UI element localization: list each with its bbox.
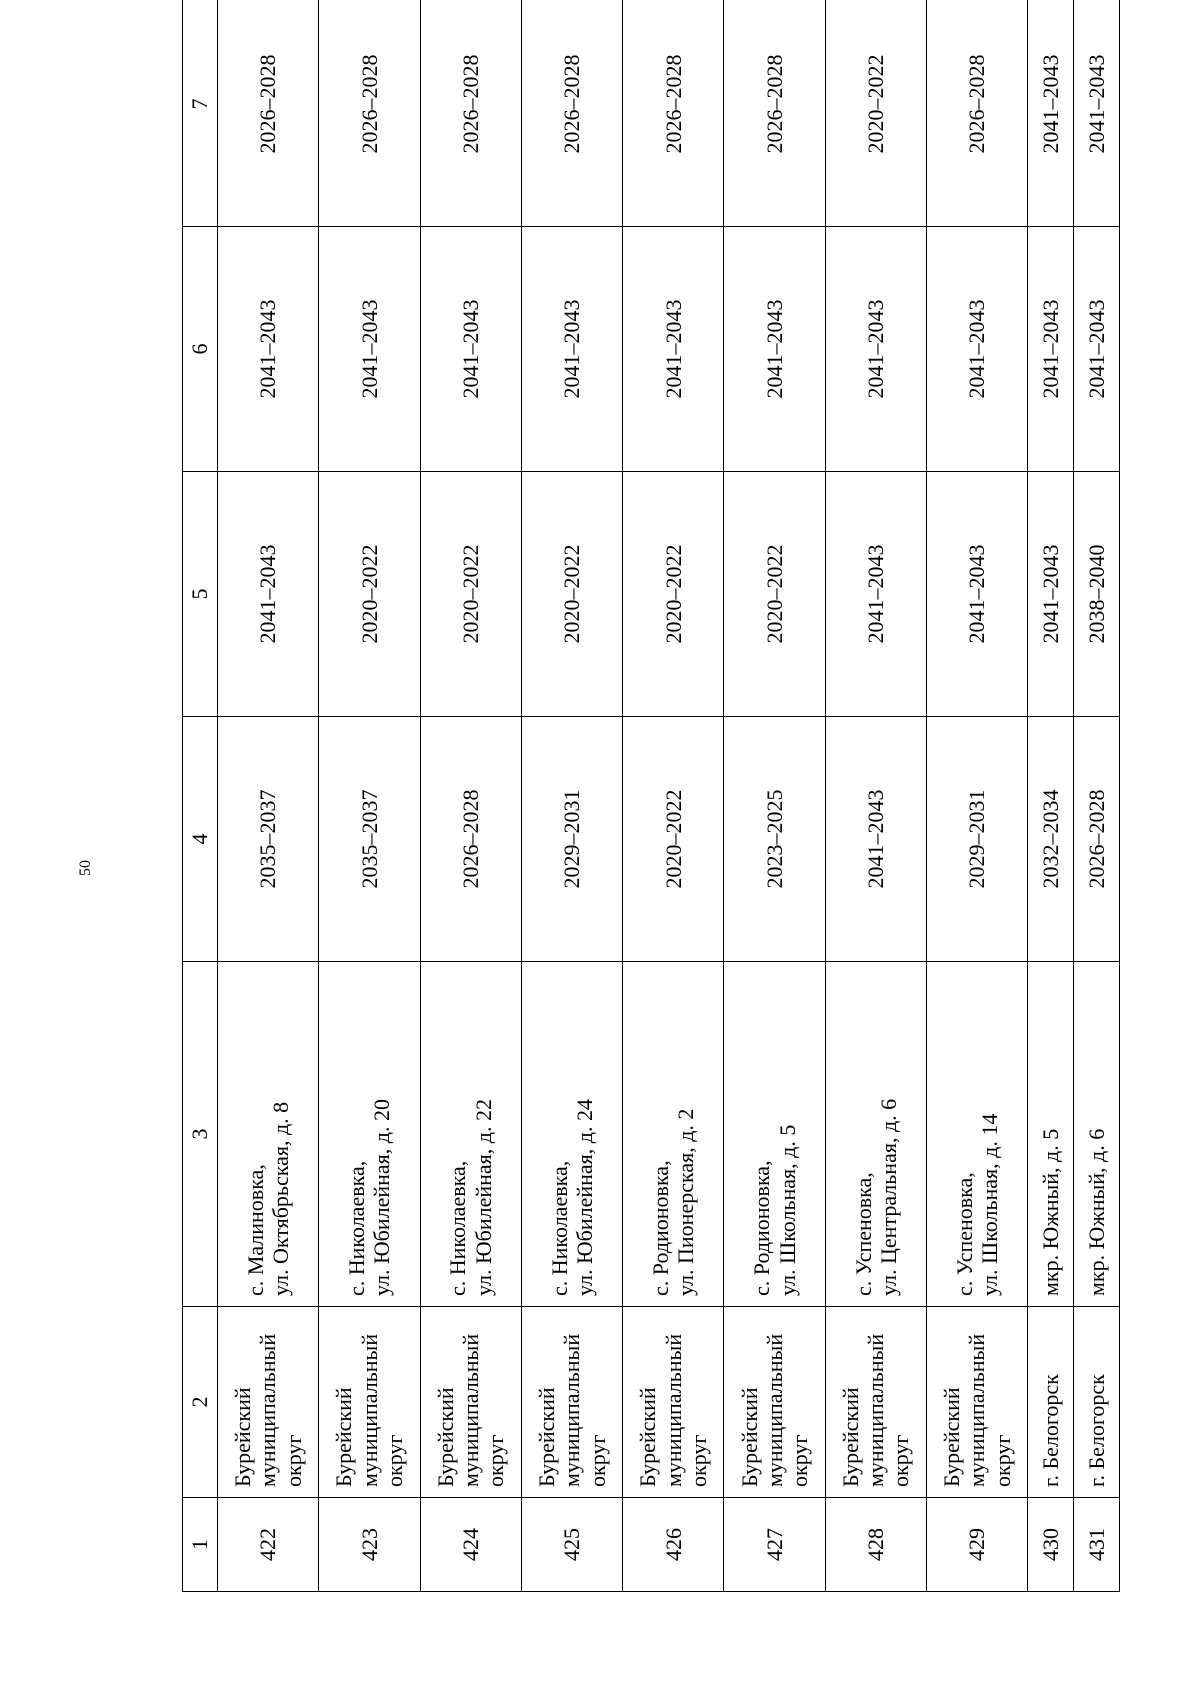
address-line-1: мкр. Южный, д. 5 [1038, 1128, 1064, 1296]
address-cell [319, 962, 420, 1307]
row-number-cell: 422 [218, 1498, 319, 1592]
district-cell: Бурейский муниципальный округ [521, 1307, 622, 1498]
table-row [1074, 0, 1120, 1592]
period-col-6-cell: 2041–2043 [926, 227, 1027, 472]
address-line-2: ул. Юбилейная, д. 22 [470, 1099, 496, 1296]
period-col-5-cell: 2020–2022 [319, 472, 420, 717]
row-number-cell: 430 [1028, 1498, 1074, 1592]
row-number-cell: 431 [1074, 1498, 1120, 1592]
district-cell: Бурейский муниципальный округ [825, 1307, 926, 1498]
address-cell [1028, 962, 1074, 1307]
period-col-7-cell: 2026–2028 [724, 0, 825, 227]
period-col-5-cell: 2041–2043 [825, 472, 926, 717]
period-col-4-cell: 2020–2022 [623, 717, 724, 962]
table-body [218, 0, 1120, 1592]
header-col-4: 4 [183, 717, 218, 962]
address-line-2: ул. Центральная, д. 6 [875, 1098, 901, 1296]
address-cell [1074, 962, 1120, 1307]
period-col-5-cell: 2020–2022 [623, 472, 724, 717]
address-cell [420, 962, 521, 1307]
period-col-4-cell: 2026–2028 [1074, 717, 1120, 962]
period-col-5-cell: 2041–2043 [1028, 472, 1074, 717]
table-row [825, 0, 926, 1592]
district-cell: г. Белогорск [1028, 1307, 1074, 1498]
period-col-7-cell: 2026–2028 [218, 0, 319, 227]
address-cell [926, 962, 1027, 1307]
address-cell [825, 962, 926, 1307]
address-line-2: ул. Пионерская, д. 2 [673, 1108, 699, 1296]
address-line-1: с. Николаевка, [344, 1160, 370, 1296]
table-container [182, 54, 1120, 1592]
address-line-2: ул. Юбилейная, д. 24 [571, 1099, 597, 1296]
period-col-7-cell: 2026–2028 [926, 0, 1027, 227]
period-col-6-cell: 2041–2043 [420, 227, 521, 472]
address-line-1: с. Родионовка, [647, 1160, 673, 1296]
header-col-3: 3 [183, 962, 218, 1307]
period-col-7-cell: 2041–2043 [1074, 0, 1120, 227]
header-row [183, 0, 218, 1592]
period-col-4-cell: 2029–2031 [926, 717, 1027, 962]
address-line-1: с. Малиновка, [242, 1164, 268, 1296]
period-col-4-cell: 2032–2034 [1028, 717, 1074, 962]
district-cell: Бурейский муниципальный округ [724, 1307, 825, 1498]
address-cell [724, 962, 825, 1307]
period-col-4-cell: 2035–2037 [218, 717, 319, 962]
table-row [623, 0, 724, 1592]
header-col-1: 1 [183, 1498, 218, 1592]
period-col-5-cell: 2041–2043 [926, 472, 1027, 717]
table-row [724, 0, 825, 1592]
district-cell: Бурейский муниципальный округ [420, 1307, 521, 1498]
address-line-1: мкр. Южный, д. 6 [1083, 1128, 1109, 1296]
period-col-7-cell: 2020–2022 [825, 0, 926, 227]
period-col-6-cell: 2041–2043 [319, 227, 420, 472]
address-line-2: ул. Октябрьская, д. 8 [268, 1101, 294, 1296]
period-col-5-cell: 2038–2040 [1074, 472, 1120, 717]
period-col-6-cell: 2041–2043 [1074, 227, 1120, 472]
period-col-6-cell: 2041–2043 [623, 227, 724, 472]
header-col-7: 7 [183, 0, 218, 227]
period-col-7-cell: 2041–2043 [1028, 0, 1074, 227]
row-number-cell: 428 [825, 1498, 926, 1592]
district-cell: Бурейский муниципальный округ [218, 1307, 319, 1498]
period-col-5-cell: 2020–2022 [420, 472, 521, 717]
period-col-6-cell: 2041–2043 [724, 227, 825, 472]
district-cell: Бурейский муниципальный округ [623, 1307, 724, 1498]
address-cell [521, 962, 622, 1307]
page-number: 50 [77, 860, 94, 876]
data-table [182, 0, 1120, 1592]
address-line-1: с. Успеновка, [951, 1172, 977, 1296]
table-row [420, 0, 521, 1592]
period-col-7-cell: 2026–2028 [521, 0, 622, 227]
address-line-1: с. Николаевка, [546, 1160, 572, 1296]
period-col-7-cell: 2026–2028 [623, 0, 724, 227]
period-col-6-cell: 2041–2043 [521, 227, 622, 472]
table-row [319, 0, 420, 1592]
period-col-5-cell: 2020–2022 [724, 472, 825, 717]
period-col-6-cell: 2041–2043 [825, 227, 926, 472]
period-col-4-cell: 2029–2031 [521, 717, 622, 962]
district-cell: Бурейский муниципальный округ [319, 1307, 420, 1498]
row-number-cell: 427 [724, 1498, 825, 1592]
row-number-cell: 425 [521, 1498, 622, 1592]
header-col-2: 2 [183, 1307, 218, 1498]
period-col-4-cell: 2023–2025 [724, 717, 825, 962]
district-cell: Бурейский муниципальный округ [926, 1307, 1027, 1498]
period-col-5-cell: 2041–2043 [218, 472, 319, 717]
address-cell [218, 962, 319, 1307]
address-line-2: ул. Школьная, д. 14 [977, 1113, 1003, 1296]
period-col-6-cell: 2041–2043 [218, 227, 319, 472]
period-col-4-cell: 2026–2028 [420, 717, 521, 962]
period-col-6-cell: 2041–2043 [1028, 227, 1074, 472]
row-number-cell: 426 [623, 1498, 724, 1592]
row-number-cell: 423 [319, 1498, 420, 1592]
period-col-7-cell: 2026–2028 [420, 0, 521, 227]
header-col-5: 5 [183, 472, 218, 717]
header-col-6: 6 [183, 227, 218, 472]
period-col-4-cell: 2041–2043 [825, 717, 926, 962]
table-row [926, 0, 1027, 1592]
address-cell [623, 962, 724, 1307]
period-col-4-cell: 2035–2037 [319, 717, 420, 962]
address-line-1: с. Николаевка, [445, 1160, 471, 1296]
table-row [521, 0, 622, 1592]
row-number-cell: 424 [420, 1498, 521, 1592]
row-number-cell: 429 [926, 1498, 1027, 1592]
period-col-7-cell: 2026–2028 [319, 0, 420, 227]
address-line-1: с. Родионовка, [749, 1160, 775, 1296]
table-row [218, 0, 319, 1592]
address-line-2: ул. Юбилейная, д. 20 [369, 1099, 395, 1296]
table-row [1028, 0, 1074, 1592]
table-header [183, 0, 218, 1592]
rotated-table-frame [182, 54, 1120, 1592]
period-col-5-cell: 2020–2022 [521, 472, 622, 717]
address-line-2: ул. Школьная, д. 5 [774, 1124, 800, 1296]
address-line-1: с. Успеновка, [850, 1172, 876, 1296]
district-cell: г. Белогорск [1074, 1307, 1120, 1498]
